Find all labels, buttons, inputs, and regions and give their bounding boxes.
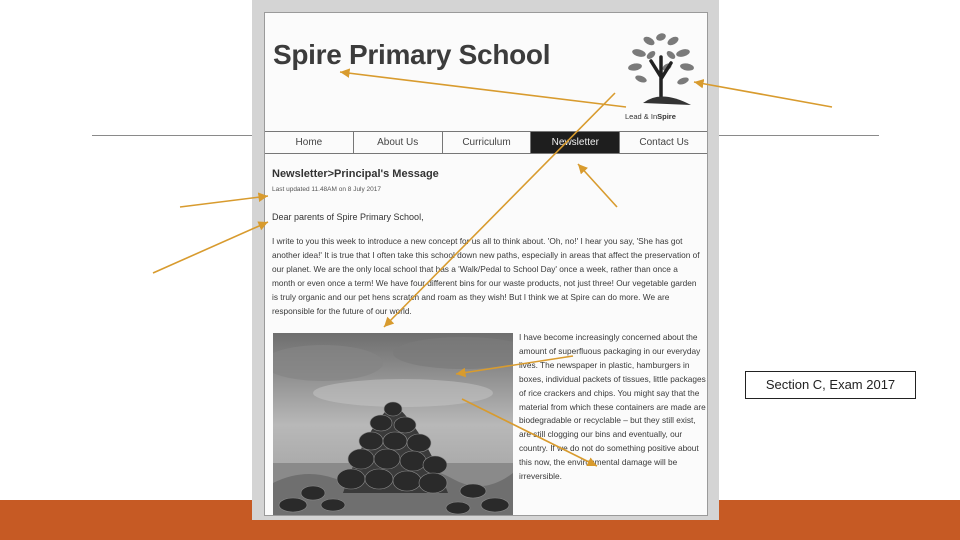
- article-paragraph-2: I have become increasingly concerned about the amount of superfluous packaging in our everyday lives. The newspaper in plastic, hamburgers in boxes, individual packets of tissues, little packages of rice crackers and chips. You might say that the material from which these containers are made are biodegradable or recyclable – but they still exist, are still clogging our bins and eventually, our country. If we do not do something positive about this now, the environmental damage will be irreversible.: [519, 332, 706, 482]
- nav-contact-us[interactable]: Contact Us: [639, 137, 689, 148]
- last-updated: Last updated 11.48AM on 8 July 2017: [272, 186, 382, 193]
- tree-logo-icon: [621, 27, 701, 125]
- rubbish-bags-photo: [273, 333, 513, 516]
- nav-about-us[interactable]: About Us: [354, 132, 443, 153]
- nav-curriculum[interactable]: Curriculum: [443, 132, 532, 153]
- school-title: Spire Primary School: [273, 39, 551, 70]
- nav-newsletter[interactable]: Newsletter: [531, 132, 620, 153]
- article-paragraph-1: I write to you this week to introduce a new concept for us all to think about. 'Oh, no!' I hear you say, 'She has got another idea!' It is true that I often take this school down new paths, especially in areas that affect the preservation of our planet. We are the only local school that has a 'Walk/Pedal to School Day' once a week, rather than once a month or even once a term! We have four different bins for our waste products, not just three! Our vegetable garden is truly organic and our pet hens scratch and roam as they wish! But I think we at Spire can do more. We are responsible for the future of our world.: [272, 236, 700, 316]
- newsletter-page: [252, 0, 719, 520]
- logo-motto: Lead & In: [625, 112, 658, 121]
- arrow-to-greeting: [153, 222, 268, 273]
- divider-left: [92, 135, 252, 136]
- greeting: Dear parents of Spire Primary School,: [272, 212, 424, 222]
- nav-home[interactable]: Home: [265, 132, 354, 153]
- newsletter-frame: [264, 12, 708, 516]
- divider-right: [719, 135, 879, 136]
- site-nav: [265, 131, 708, 154]
- article-heading: Newsletter>Principal's Message: [272, 168, 439, 180]
- exam-caption: Section C, Exam 2017: [745, 371, 916, 399]
- logo-brand: Spire: [657, 112, 676, 121]
- svg-text:Lead & InSpire: [625, 112, 676, 121]
